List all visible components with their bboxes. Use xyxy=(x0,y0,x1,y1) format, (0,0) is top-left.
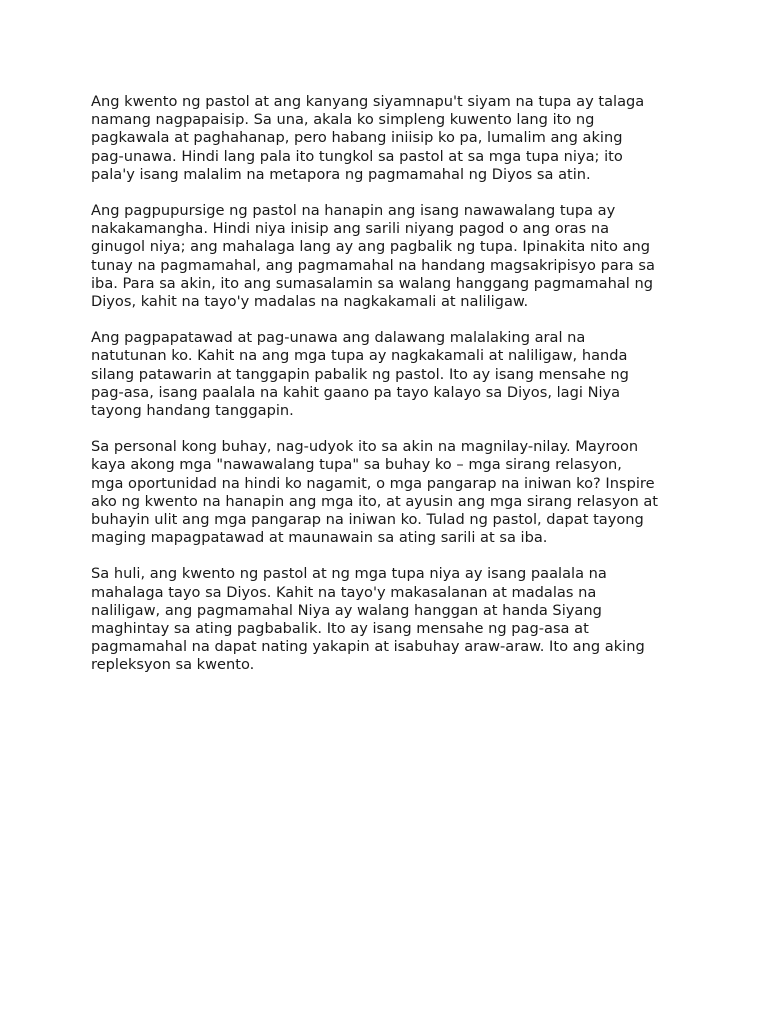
text-line: Ang kwento ng pastol at ang kanyang siyamnapu't siyam na tupa ay talaga xyxy=(91,93,645,110)
document-body xyxy=(91,93,685,693)
text-line: natutunan ko. Kahit na ang mga tupa ay nagkakamali at naliligaw, handa xyxy=(91,347,628,365)
paragraph-2 xyxy=(91,202,685,311)
paragraph-3 xyxy=(91,329,685,420)
paragraph-1 xyxy=(91,93,685,184)
text-line: silang patawarin at tanggapin pabalik ng pastol. Ito ay isang mensahe ng xyxy=(91,365,629,383)
text-line: ako ng kwento na hanapin ang mga ito, at ayusin ang mga sirang relasyon at xyxy=(91,492,659,510)
text-line: maghintay sa ating pagbabalik. Ito ay isang mensahe ng pag-asa at xyxy=(91,620,589,638)
paragraph-5 xyxy=(91,565,685,674)
text-line: pagkawala at paghahanap, pero habang iniisip ko pa, lumalim ang aking xyxy=(91,129,623,147)
text-line: kaya akong mga "nawawalang tupa" sa buhay ko – mga sirang relasyon, xyxy=(91,456,622,474)
text-line: mga oportunidad na hindi ko nagamit, o mga pangarap na iniwan ko? Inspire xyxy=(91,474,655,492)
paragraph-4 xyxy=(91,438,685,547)
text-line: namang nagpapaisip. Sa una, akala ko simpleng kuwento lang ito ng xyxy=(91,111,595,129)
text-line: tayong handang tanggapin. xyxy=(91,402,294,420)
text-line: buhayin ulit ang mga pangarap na iniwan ko. Tulad ng pastol, dapat tayong xyxy=(91,511,644,529)
text-line: repleksyon sa kwento. xyxy=(91,656,255,674)
text-line: pala'y isang malalim na metapora ng pagmamahal ng Diyos sa atin. xyxy=(91,165,591,183)
text-line: Ang pagpupursige ng pastol na hanapin ang isang nawawalang tupa ay xyxy=(91,202,616,220)
text-line: ginugol niya; ang mahalaga lang ay ang pagbalik ng tupa. Ipinakita nito ang xyxy=(91,238,651,256)
text-line: Diyos, kahit na tayo'y madalas na nagkakamali at naliligaw. xyxy=(91,293,529,311)
text-line: iba. Para sa akin, ito ang sumasalamin sa walang hanggang pagmamahal ng xyxy=(91,274,653,292)
text-line: pag-asa, isang paalala na kahit gaano pa tayo kalayo sa Diyos, lagi Niya xyxy=(91,383,621,401)
text-line: mahalaga tayo sa Diyos. Kahit na tayo'y makasalanan at madalas na xyxy=(91,583,597,601)
text-line: Sa huli, ang kwento ng pastol at ng mga tupa niya ay isang paalala na xyxy=(91,565,607,583)
text-line: tunay na pagmamahal, ang pagmamahal na handang magsakripisyo para sa xyxy=(91,256,655,274)
text-line: pag-unawa. Hindi lang pala ito tungkol sa pastol at sa mga tupa niya; ito xyxy=(91,147,623,165)
text-line: nakakamangha. Hindi niya inisip ang sarili niyang pagod o ang oras na xyxy=(91,220,610,238)
text-line: Sa personal kong buhay, nag-udyok ito sa akin na magnilay-nilay. Mayroon xyxy=(91,438,639,456)
text-line: pagmamahal na dapat nating yakapin at isabuhay araw-araw. Ito ang aking xyxy=(91,638,645,656)
text-line: naliligaw, ang pagmamahal Niya ay walang hanggan at handa Siyang xyxy=(91,601,602,619)
text-line: Ang pagpapatawad at pag-unawa ang dalawang malalaking aral na xyxy=(91,329,586,347)
text-line: maging mapagpatawad at maunawain sa ating sarili at sa iba. xyxy=(91,529,548,547)
